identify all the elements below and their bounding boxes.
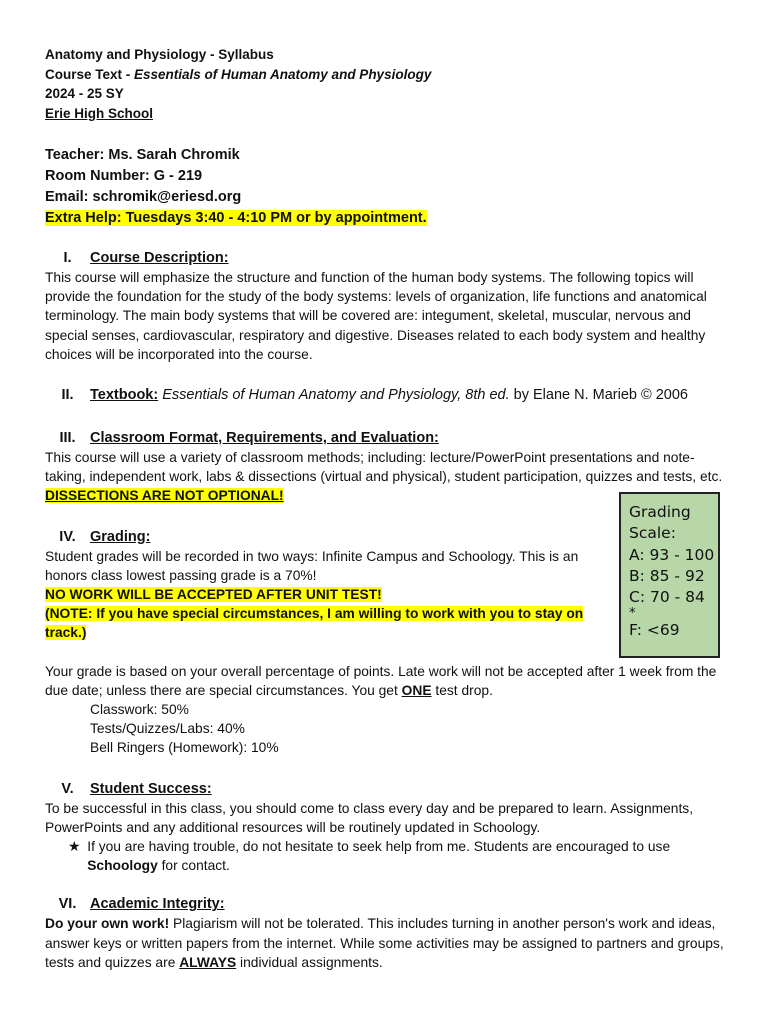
grade-c: C: 70 - 84: [629, 588, 705, 607]
doc-title: Anatomy and Physiology - Syllabus: [45, 47, 274, 62]
grade-policy-tail: test drop.: [431, 682, 493, 698]
section-number: V.: [61, 780, 74, 797]
section-number: III.: [59, 430, 76, 447]
section-number: I.: [63, 250, 72, 266]
section-title: Grading:: [90, 528, 151, 545]
teacher-email: Email: schromik@eriesd.org: [45, 189, 242, 205]
extra-help-text: Extra Help: Tuesdays 3:40 - 4:10 PM or by appointment.: [45, 210, 427, 226]
textbook-title: Essentials of Human Anatomy and Physiology, 8th ed.: [162, 387, 510, 404]
course-text-title: Essentials of Human Anatomy and Physiology: [134, 66, 432, 82]
section-classroom-format-heading: [45, 428, 725, 448]
weight-tests: Tests/Quizzes/Labs: 40%: [90, 721, 245, 737]
extra-help: [45, 208, 725, 229]
grade-b: B: 85 - 92: [629, 566, 705, 585]
integrity-lead: Do your own work!: [45, 916, 170, 932]
course-text-label: Course Text -: [45, 66, 135, 82]
section-number: VI.: [58, 896, 77, 913]
teacher-name: Teacher: Ms. Sarah Chromik: [45, 147, 240, 163]
room-number: Room Number: G - 219: [45, 168, 203, 184]
integrity-tail: individual assignments.: [236, 954, 383, 970]
schoology-emphasis: Schoology: [87, 858, 158, 874]
no-work-warning-text: NO WORK WILL BE ACCEPTED AFTER UNIT TEST!: [45, 587, 382, 603]
grading-scale-title-1: Grading: [629, 503, 691, 521]
dissections-warning: DISSECTIONS ARE NOT OPTIONAL!: [45, 488, 284, 504]
grading-scale-title-2: Scale:: [629, 524, 676, 543]
special-circumstances-text: (NOTE: If you have special circumstances, I am willing to work with you to stay on track.): [45, 606, 584, 641]
textbook-line: [90, 385, 688, 405]
classroom-format-text: This course will use a variety of classroom methods; including: lecture/PowerPoint presentations and note-taking, independent work, labs & dissections (virtual and physical), student participation, quizzes and tests, etc.: [45, 450, 723, 485]
grading-body: Student grades will be recorded in two ways: Infinite Campus and Schoology. This is an honors class lowest passing grade is a 70%!: [45, 548, 579, 583]
grade-f: F: <69: [629, 621, 680, 640]
textbook-author: by Elane N. Marieb © 2006: [509, 387, 688, 404]
weight-bell-ringers: Bell Ringers (Homework): 10%: [90, 740, 279, 756]
special-circumstances-note: [45, 604, 605, 642]
school-name: Erie High School: [45, 105, 154, 121]
weight-classwork: Classwork: 50%: [90, 702, 189, 718]
star-icon: ★: [68, 839, 81, 855]
section-title: Academic Integrity:: [90, 896, 225, 913]
bullet-text-c: for contact.: [157, 858, 230, 874]
grade-policy-text: Your grade is based on your overall percentage of points. Late work will not be accepted after 1 week from the due date; unless there are special circumstances. You get: [45, 663, 717, 698]
section-title: Classroom Format, Requirements, and Evaluation:: [90, 430, 439, 447]
section-number: II.: [61, 387, 74, 404]
section-textbook: [45, 385, 725, 405]
always-emphasis: ALWAYS: [179, 954, 237, 970]
academic-integrity-body: [45, 914, 725, 972]
bullet-text-a: If you are having trouble, do not hesitate to seek help from me. Students are encouraged to use: [87, 839, 671, 855]
one-emphasis: ONE: [401, 682, 432, 698]
section-course-description-heading: [45, 248, 725, 268]
no-work-warning: [45, 585, 605, 604]
list-item: [45, 837, 725, 875]
section-academic-integrity-heading: [45, 894, 725, 914]
grade-policy-body: [45, 662, 725, 700]
course-text-line: [45, 65, 725, 85]
grade-star: *: [629, 606, 636, 622]
course-description-body: This course will emphasize the structure and function of the human body systems. The following topics will provide the foundation for the study of the body systems: levels of organization, life functions and anatomical terminology. The main body systems that will be covered are: integument, skeletal, muscular, nervous and special senses, cardiovascular, respiratory and digestive. Diseases related to each body system and healthy choices will be incorporated into the course.: [45, 270, 707, 362]
bullet-text: [87, 837, 725, 875]
school-year: 2024 - 25 SY: [45, 86, 124, 101]
section-title: Textbook:: [90, 387, 159, 404]
student-success-body: To be successful in this class, you should come to class every day and be prepared to learn. Assignments, PowerPoints and any additional resources will be routinely updated in Schoology.: [45, 800, 694, 835]
section-title: Student Success:: [90, 780, 212, 797]
grade-a: A: 93 - 100: [629, 545, 715, 564]
grading-scale-box: [619, 492, 720, 658]
section-student-success-heading: [45, 779, 725, 799]
section-number: IV.: [59, 528, 76, 545]
integrity-text: Plagiarism will not be tolerated. This includes turning in another person's work and ideas, answer keys or written papers from the internet. While some activities may be assigned to partners and groups, tests and quizzes are: [45, 916, 724, 970]
section-title: Course Description:: [90, 250, 229, 266]
